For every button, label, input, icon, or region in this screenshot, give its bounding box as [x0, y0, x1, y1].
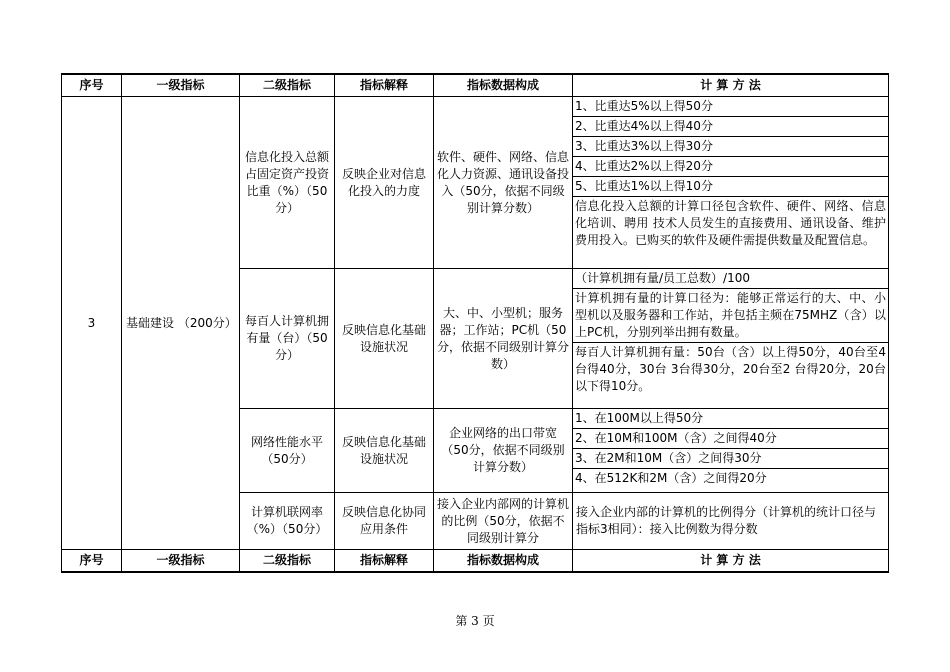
level2-cell: 网络性能水平（50分） [240, 409, 335, 493]
method-line: 5、比重达1%以上得10分 [573, 177, 888, 197]
header-level1: 一级指标 [122, 550, 240, 573]
header-seq: 序号 [62, 74, 122, 97]
composition-cell: 大、中、小型机；服务器；工作站；PC机（50分，依据不同级别计算分数） [434, 269, 573, 409]
explain-cell: 反映信息化协同应用条件 [335, 493, 434, 550]
level2-cell: 计算机联网率（%）（50分） [240, 493, 335, 550]
header-level2: 二级指标 [240, 550, 335, 573]
level1-cell: 基础建设 （200分） [122, 97, 240, 550]
header-seq: 序号 [62, 550, 122, 573]
explain-cell: 反映信息化基础设施状况 [335, 269, 434, 409]
method-line: 1、比重达5%以上得50分 [573, 97, 888, 117]
header-explain: 指标解释 [335, 74, 434, 97]
method-cell: 接入企业内部的计算机的比例得分（计算机的统计口径与指标3相同）：接入比例数为得分数 [573, 493, 889, 550]
header-level1: 一级指标 [122, 74, 240, 97]
seq-cell: 3 [62, 97, 122, 550]
indicator-table [61, 73, 889, 573]
composition-cell: 软件、硬件、网络、信息化人力资源、通讯设备投入（50分，依据不同级别计算分数） [434, 97, 573, 269]
method-cell [573, 97, 889, 269]
composition-cell: 企业网络的出口带宽（50分，依据不同级别计算分数） [434, 409, 573, 493]
method-cell [573, 409, 889, 493]
level2-cell: 每百人计算机拥有量（台）（50分） [240, 269, 335, 409]
header-method: 计 算 方 法 [573, 74, 889, 97]
method-line: 2、在10M和100M（含）之间得40分 [573, 429, 888, 449]
method-formula: （计算机拥有量/员工总数）/100 [573, 269, 888, 289]
page-number: 第 3 页 [455, 614, 495, 628]
method-note: 信息化投入总额的计算口径包含软件、硬件、网络、信息化培训、聘用 技术人员发生的直接费用、通讯设备、维护费用投入。已购买的软件及硬件需提供数量及配置信息。 [575, 199, 886, 247]
header-method: 计 算 方 法 [573, 550, 889, 573]
method-cell [573, 269, 889, 409]
header-row [62, 74, 889, 97]
method-line: 2、比重达4%以上得40分 [573, 117, 888, 137]
method-line: 1、在100M以上得50分 [573, 409, 888, 429]
method-line: 4、比重达2%以上得20分 [573, 157, 888, 177]
header-row-repeat [62, 550, 889, 573]
method-line: 3、在2M和10M（含）之间得30分 [573, 449, 888, 469]
level2-cell: 信息化投入总额占固定资产投资比重（%）（50分） [240, 97, 335, 269]
header-composition: 指标数据构成 [434, 74, 573, 97]
header-explain: 指标解释 [335, 550, 434, 573]
method-scoring: 每百人计算机拥有量：50台（含）以上得50分，40台至4 台得40分，30台 3台得30分，20台至2 台得20分，20台以下得10分。 [575, 345, 886, 393]
explain-cell: 反映信息化基础设施状况 [335, 409, 434, 493]
composition-cell: 接入企业内部网的计算机的比例（50分，依据不同级别计算分 [434, 493, 573, 550]
table-row [62, 97, 889, 269]
method-line: 4、在512K和2M（含）之间得20分 [575, 471, 767, 485]
method-scope: 计算机拥有量的计算口径为：能够正常运行的大、中、小型机以及服务器和工作站，并包括主频在75MHZ（含）以上PC机，分别列举出拥有数量。 [573, 289, 888, 343]
explain-cell: 反映企业对信息化投入的力度 [335, 97, 434, 269]
header-level2: 二级指标 [240, 74, 335, 97]
method-line: 3、比重达3%以上得30分 [573, 137, 888, 157]
header-composition: 指标数据构成 [434, 550, 573, 573]
